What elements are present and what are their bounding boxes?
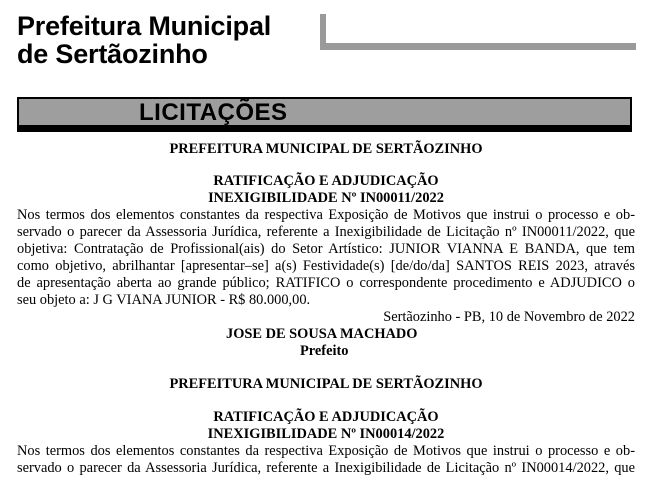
notice-2-issuer: PREFEITURA MUNICIPAL DE SERTÃOZINHO (169, 376, 483, 392)
notice-1-signer-role: Prefeito (300, 343, 349, 359)
notice-1-body-line: servado o parecer da Assessoria Jurídica, referente a Inexigibilidade de Licitação nº IN00011/2022, que (17, 224, 635, 240)
notice-2-body-line: Nos termos dos elementos constantes da respectiva Exposição de Motivos que instrui o processo e ob- (17, 443, 635, 459)
page-header-title (17, 12, 271, 68)
notice-1-body-line: de apresentação aberta ao grande público; RATIFICO o correspondente procedimento e ADJUDICO o (17, 275, 635, 291)
section-title: LICITAÇÕES (139, 99, 288, 126)
header-title-line1: Prefeitura Municipal (17, 11, 272, 41)
notice-2-subheading: INEXIGIBILIDADE Nº IN00014/2022 (207, 426, 445, 442)
section-banner (17, 97, 632, 127)
notice-1-body-line: como objetivo, abrilhantar [apresentar–se] a(s) Festividade(s) [de/do/da] SANTOS REIS 2023, através (17, 258, 635, 274)
section-banner-shadow (17, 127, 632, 132)
notice-1-signer-name: JOSE DE SOUSA MACHADO (226, 326, 418, 342)
notice-1-heading: RATIFICAÇÃO E ADJUDICAÇÃO (213, 173, 439, 189)
notice-1-body-line: Nos termos dos elementos constantes da respectiva Exposição de Motivos que instrui o processo e ob- (17, 207, 635, 223)
notice-1-subheading: INEXIGIBILIDADE Nº IN00011/2022 (208, 190, 444, 206)
header-title-line2: de Sertãozinho (17, 39, 208, 69)
notice-1-body-line: seu objeto a: J G VIANA JUNIOR - R$ 80.000,00. (17, 292, 311, 308)
header-rule-horizontal (320, 43, 636, 50)
notice-2-heading: RATIFICAÇÃO E ADJUDICAÇÃO (213, 409, 439, 425)
notice-2-body-line: servado o parecer da Assessoria Jurídica, referente a Inexigibilidade de Licitação nº IN00014/2022, que (17, 460, 635, 476)
notice-1-issuer: PREFEITURA MUNICIPAL DE SERTÃOZINHO (169, 141, 483, 157)
notice-1-place-date: Sertãozinho - PB, 10 de Novembro de 2022 (383, 309, 635, 325)
notice-1-body-line: objetiva: Contratação de Profissional(ais) do Setor Artístico: JUNIOR VIANNA E BANDA, que tem (17, 241, 635, 257)
